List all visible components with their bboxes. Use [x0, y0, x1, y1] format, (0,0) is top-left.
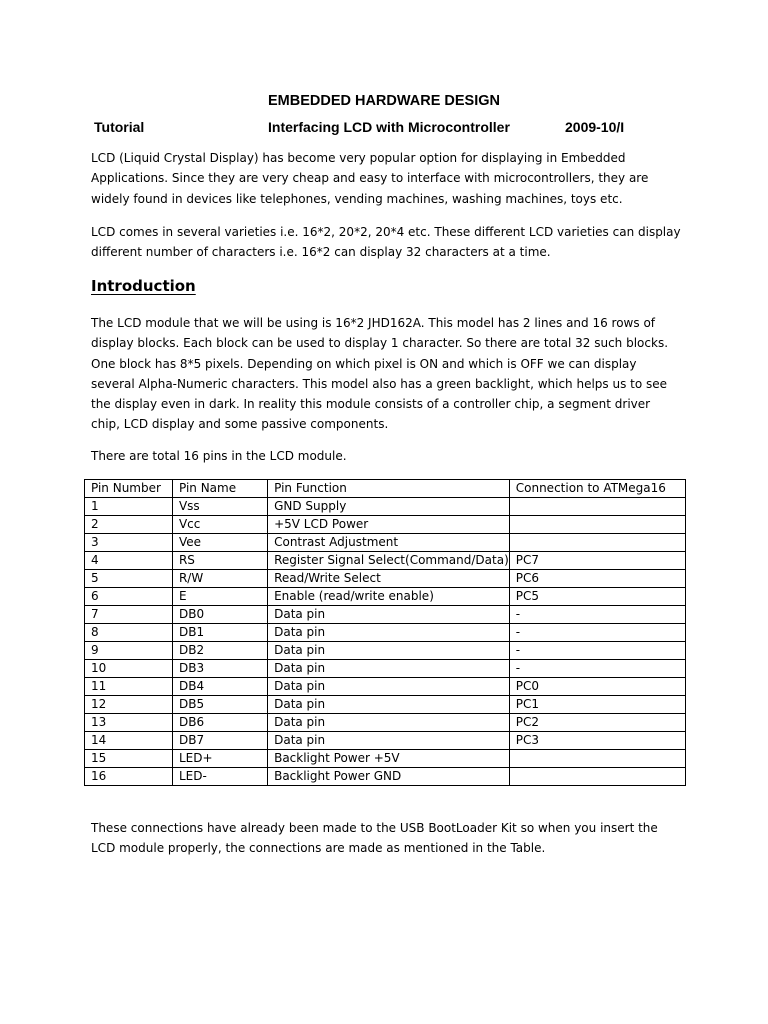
cell-pin-number: 1: [85, 498, 173, 516]
cell-pin-name: Vcc: [172, 516, 267, 534]
cell-pin-number: 6: [85, 588, 173, 606]
cell-connection: PC7: [509, 552, 685, 570]
cell-pin-name: LED-: [172, 768, 267, 786]
cell-connection: [509, 750, 685, 768]
cell-pin-number: 5: [85, 570, 173, 588]
intro-paragraph-lcd: LCD (Liquid Crystal Display) has become very popular option for displaying in Embedded Applications. Since they are very cheap and easy to interface with microcontrollers, they are widely found in devices like telephones, vending machines, washing machines, toys etc.: [91, 151, 649, 206]
cell-pin-function: Register Signal Select(Command/Data): [268, 552, 510, 570]
table-row: [85, 660, 686, 678]
cell-connection: PC0: [509, 678, 685, 696]
table-row: [85, 606, 686, 624]
table-row: [85, 516, 686, 534]
cell-pin-function: Backlight Power GND: [268, 768, 510, 786]
cell-connection: PC2: [509, 714, 685, 732]
cell-pin-name: LED+: [172, 750, 267, 768]
cell-pin-number: 10: [85, 660, 173, 678]
cell-connection: -: [509, 642, 685, 660]
cell-connection: -: [509, 624, 685, 642]
table-row: [85, 534, 686, 552]
table-row: [85, 642, 686, 660]
cell-pin-number: 14: [85, 732, 173, 750]
cell-pin-number: 11: [85, 678, 173, 696]
header-connection: Connection to ATMega16: [509, 480, 685, 498]
table-row: [85, 732, 686, 750]
cell-pin-name: DB2: [172, 642, 267, 660]
cell-pin-function: Data pin: [268, 714, 510, 732]
table-row: [85, 750, 686, 768]
cell-pin-function: Data pin: [268, 624, 510, 642]
cell-pin-name: E: [172, 588, 267, 606]
cell-pin-function: Backlight Power +5V: [268, 750, 510, 768]
tutorial-topic: Interfacing LCD with Microcontroller: [268, 119, 510, 135]
cell-pin-function: Data pin: [268, 732, 510, 750]
cell-pin-name: DB3: [172, 660, 267, 678]
cell-pin-number: 2: [85, 516, 173, 534]
cell-connection: [509, 534, 685, 552]
cell-pin-number: 3: [85, 534, 173, 552]
cell-pin-number: 13: [85, 714, 173, 732]
cell-pin-name: DB4: [172, 678, 267, 696]
cell-pin-function: Data pin: [268, 678, 510, 696]
cell-pin-number: 8: [85, 624, 173, 642]
document-title: EMBEDDED HARDWARE DESIGN: [267, 93, 500, 109]
varieties-paragraph: LCD comes in several varieties i.e. 16*2, 20*2, 20*4 etc. These different LCD varieties can display different number of characters i.e. 16*2 can display 32 characters at a time.: [91, 225, 681, 260]
cell-pin-function: Read/Write Select: [268, 570, 510, 588]
cell-pin-number: 4: [85, 552, 173, 570]
cell-pin-name: Vss: [172, 498, 267, 516]
table-row: [85, 714, 686, 732]
cell-pin-number: 7: [85, 606, 173, 624]
cell-pin-function: Enable (read/write enable): [268, 588, 510, 606]
tutorial-label: Tutorial: [94, 119, 145, 135]
cell-pin-function: Data pin: [268, 642, 510, 660]
cell-connection: PC1: [509, 696, 685, 714]
cell-pin-number: 9: [85, 642, 173, 660]
cell-pin-function: Data pin: [268, 696, 510, 714]
table-row: [85, 588, 686, 606]
cell-pin-function: +5V LCD Power: [268, 516, 510, 534]
connections-note-paragraph: These connections have already been made to the USB BootLoader Kit so when you insert the LCD module properly, the connections are made as mentioned in the Table.: [91, 821, 658, 856]
header-pin-number: Pin Number: [85, 480, 173, 498]
cell-connection: PC3: [509, 732, 685, 750]
table-row: [85, 570, 686, 588]
table-row: [85, 498, 686, 516]
table-row: [85, 624, 686, 642]
header-pin-function: Pin Function: [268, 480, 510, 498]
cell-pin-function: Data pin: [268, 606, 510, 624]
cell-connection: -: [509, 606, 685, 624]
cell-pin-name: RS: [172, 552, 267, 570]
cell-pin-name: R/W: [172, 570, 267, 588]
cell-connection: [509, 498, 685, 516]
cell-connection: PC5: [509, 588, 685, 606]
table-row: [85, 696, 686, 714]
cell-connection: [509, 516, 685, 534]
cell-pin-number: 12: [85, 696, 173, 714]
table-row: [85, 552, 686, 570]
cell-pin-function: Contrast Adjustment: [268, 534, 510, 552]
cell-connection: PC6: [509, 570, 685, 588]
table-header-row: [85, 480, 686, 498]
cell-pin-name: DB0: [172, 606, 267, 624]
cell-connection: -: [509, 660, 685, 678]
cell-pin-name: DB7: [172, 732, 267, 750]
module-description-paragraph: The LCD module that we will be using is 16*2 JHD162A. This model has 2 lines and 16 rows of display blocks. Each block can be used to display 1 character. So there are total 32 such blocks. One block has 8*5 pixels. Depending on which pixel is ON and which is OFF we can display several Alpha-Numeric characters. This model also has a green backlight, which helps us to see the display even in dark. In reality this module consists of a controller chip, a segment driver chip, LCD display and some passive components.: [91, 316, 669, 432]
cell-pin-number: 16: [85, 768, 173, 786]
cell-pin-name: DB5: [172, 696, 267, 714]
pin-table: [84, 479, 686, 786]
cell-pin-name: Vee: [172, 534, 267, 552]
table-row: [85, 768, 686, 786]
cell-connection: [509, 768, 685, 786]
cell-pin-name: DB6: [172, 714, 267, 732]
introduction-heading: Introduction: [91, 277, 196, 295]
tutorial-term: 2009-10/I: [565, 119, 625, 135]
cell-pin-number: 15: [85, 750, 173, 768]
header-pin-name: Pin Name: [172, 480, 267, 498]
cell-pin-function: GND Supply: [268, 498, 510, 516]
table-row: [85, 678, 686, 696]
cell-pin-name: DB1: [172, 624, 267, 642]
pin-count-paragraph: There are total 16 pins in the LCD module.: [91, 449, 347, 463]
cell-pin-function: Data pin: [268, 660, 510, 678]
